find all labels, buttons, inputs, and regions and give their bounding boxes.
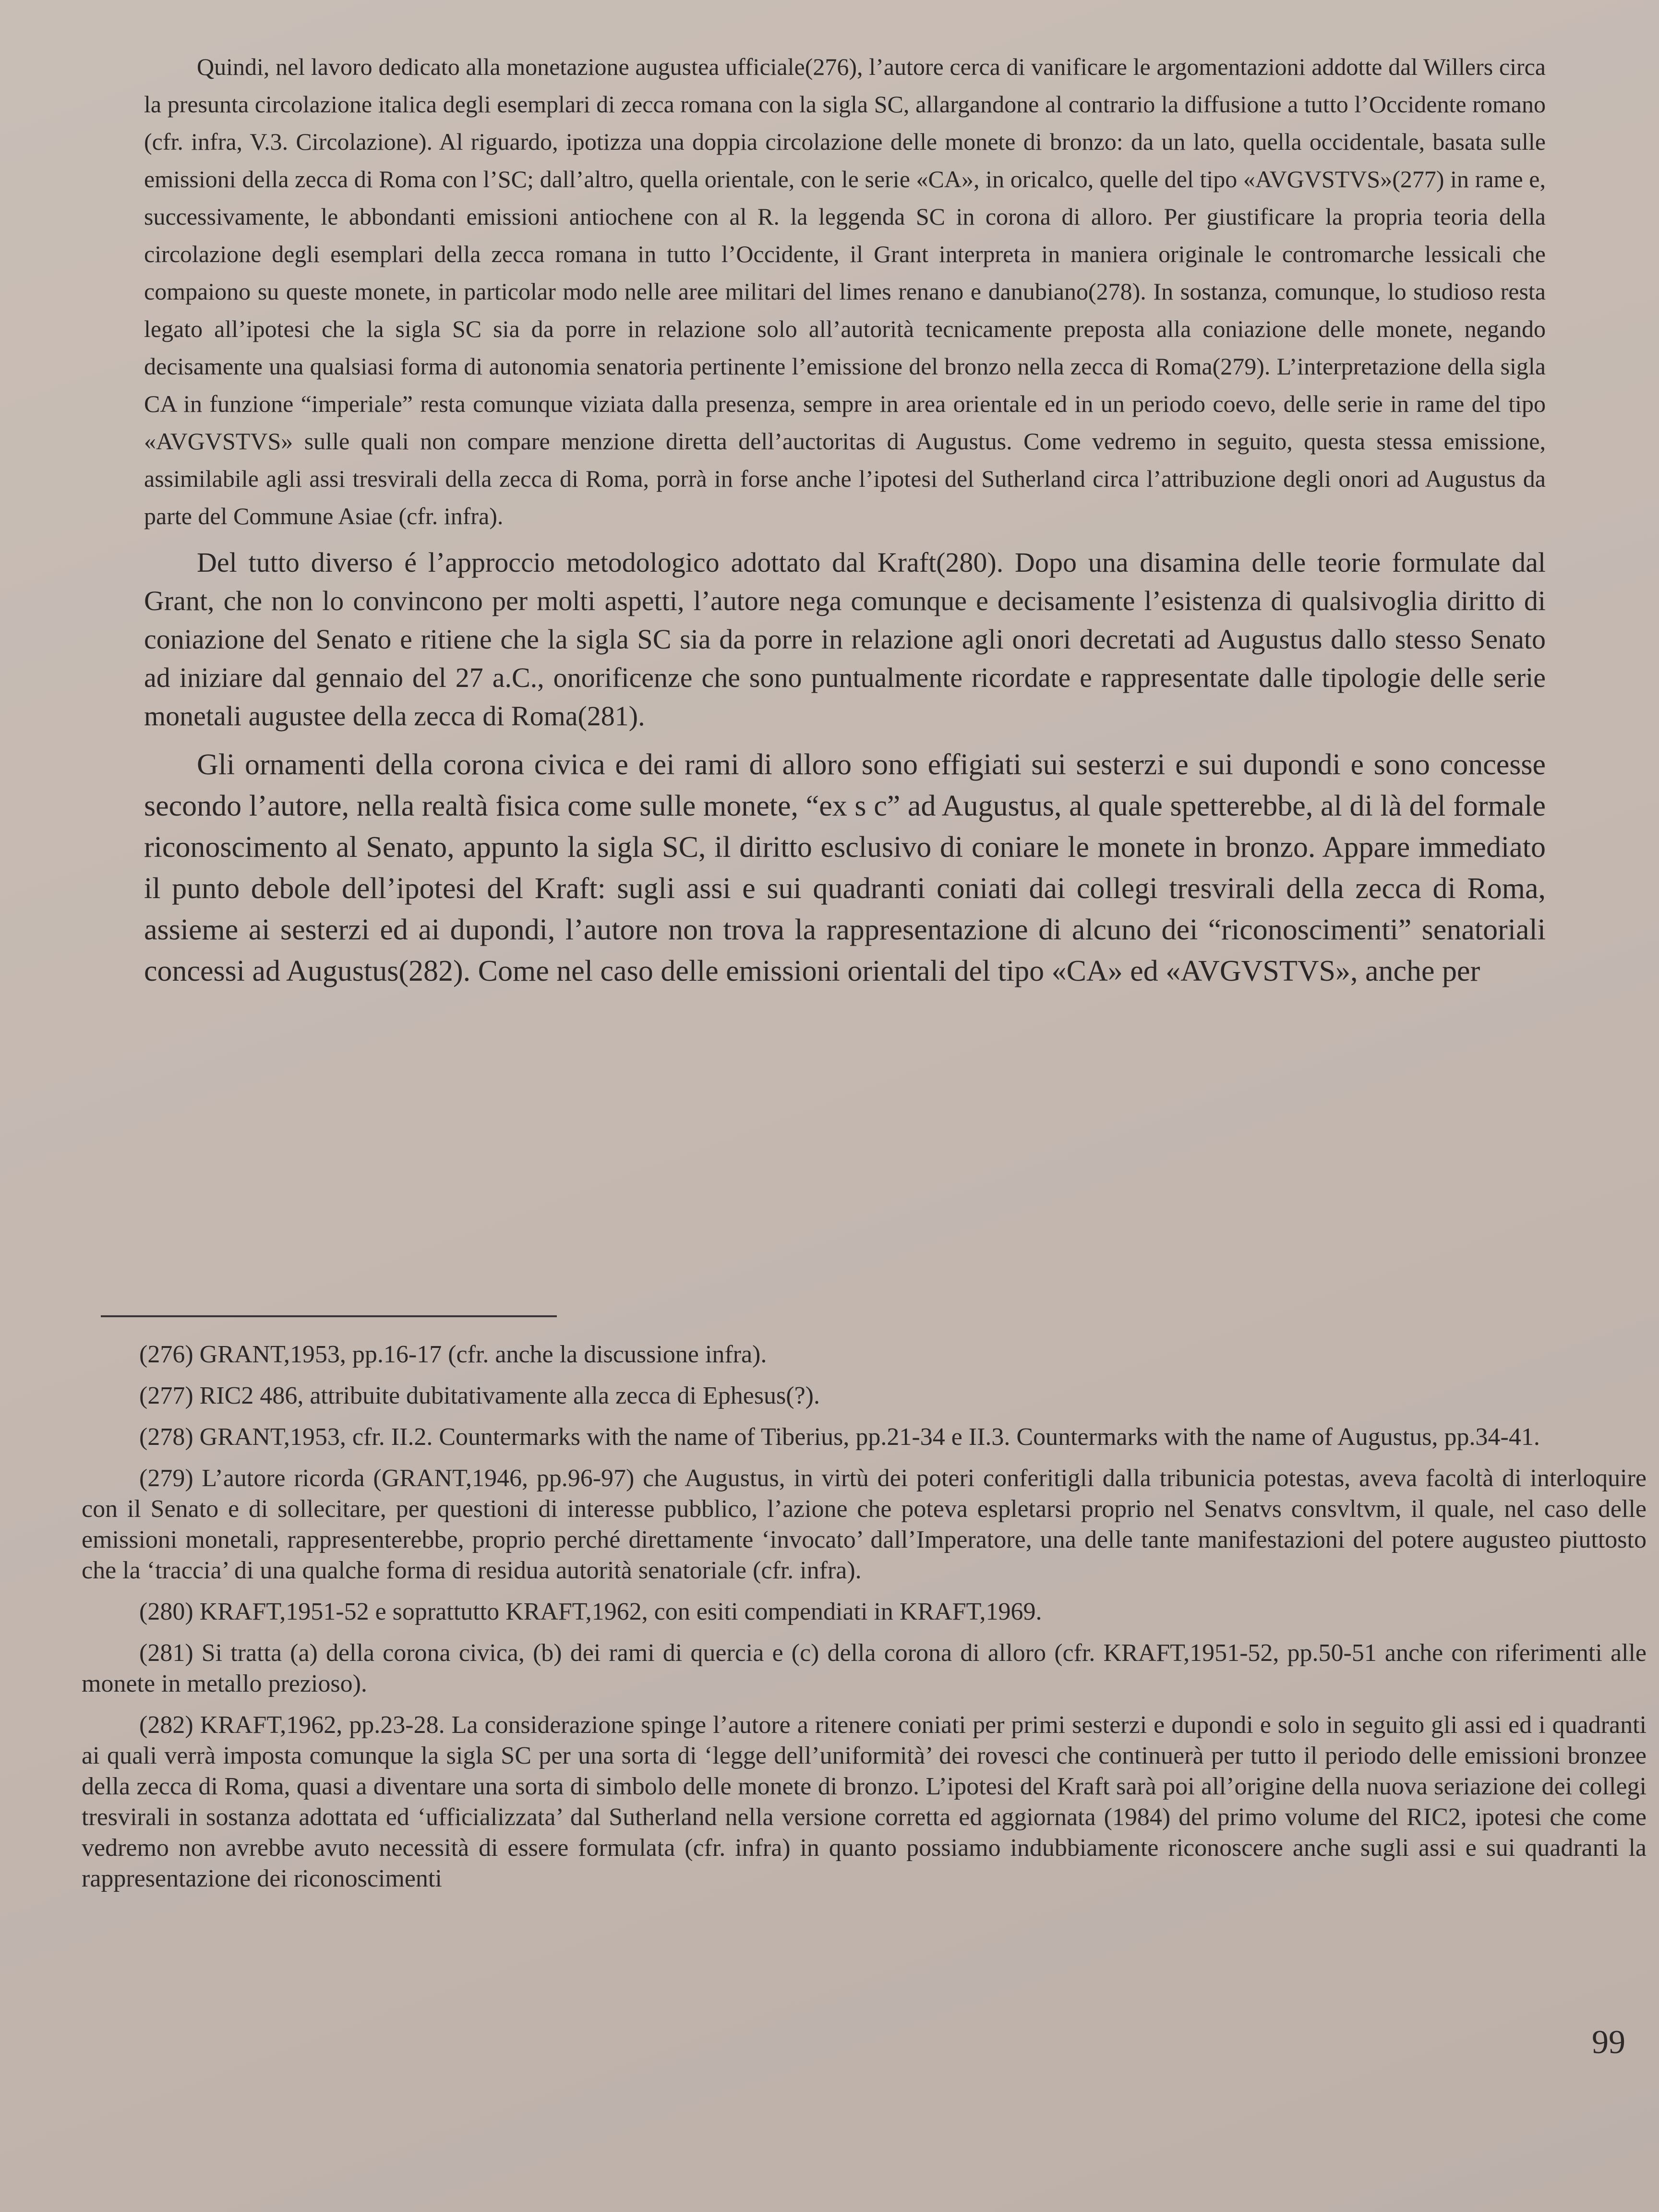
paragraph-1: Quindi, nel lavoro dedicato alla monetazione augustea ufficiale(276), l’autore cerca di vanificare le argomentazioni addotte dal Willers circa la presunta circolazione italica degli esemplari di zecca romana con la sigla SC, allargandone al contrario la diffusione a tutto l’Occidente romano (cfr. infra, V.3. Circolazione). Al riguardo, ipotizza una doppia circolazione delle monete di bronzo: da un lato, quella occidentale, basata sulle emissioni della zecca di Roma con l’SC; dall’altro, quella orientale, con le serie «CA», in oricalco, quelle del tipo «AVGVSTVS»(277) in rame e, successivamente, le abbondanti emissioni antiochene con al R. la leggenda SC in corona di alloro. Per giustificare la propria teoria della circolazione degli esemplari della zecca romana in tutto l’Occidente, il Grant interpreta in maniera originale le contromarche lessicali che compaiono su queste monete, in particolar modo nelle aree militari del limes renano e danubiano(278). In sostanza, comunque, lo studioso resta legato all’ipotesi che la sigla SC sia da porre in relazione solo all’autorità tecnicamente preposta alla coniazione delle monete, negando decisamente una qualsiasi forma di autonomia senatoria pertinente l’emissione del bronzo nella zecca di Roma(279). L’interpretazione della sigla CA in funzione “imperiale” resta comunque viziata dalla presenza, sempre in area orientale ed in un periodo coevo, delle serie in rame del tipo «AVGVSTVS» sulle quali non compare menzione diretta dell’auctoritas di Augustus. Come vedremo in seguito, questa stessa emissione, assimilabile agli assi tresvirali della zecca di Roma, porrà in forse anche l’ipotesi del Sutherland circa l’attribuzione degli onori ad Augustus da parte del Commune Asiae (cfr. infra). [144,53,1546,529]
footnotes [82,1339,1647,1905]
footnote-280: (280) KRAFT,1951-52 e soprattutto KRAFT,1962, con esiti compendiati in KRAFT,1969. [139,1598,1042,1625]
footnote-separator [101,1315,557,1317]
footnote-276: (276) GRANT,1953, pp.16-17 (cfr. anche la discussione infra). [139,1341,767,1368]
footnote-281: (281) Si tratta (a) della corona civica, (b) dei rami di quercia e (c) della corona di alloro (cfr. KRAFT,1951-52, pp.50-51 anche con riferimenti alle monete in metallo prezioso). [82,1639,1647,1697]
page-number: 99 [1592,2024,1625,2061]
paragraph-3: Gli ornamenti della corona civica e dei rami di alloro sono effigiati sui sesterzi e sui dupondi e sono concesse secondo l’autore, nella realtà fisica come sulle monete, “ex s c” ad Augustus, al quale spetterebbe, al di là del formale riconoscimento al Senato, appunto la sigla SC, il diritto esclusivo di coniare le monete in bronzo. Appare immediato il punto debole dell’ipotesi del Kraft: sugli assi e sui quadranti coniati dai collegi tresvirali della zecca di Roma, assieme ai sesterzi ed ai dupondi, l’autore non trova la rappresentazione di alcuno dei “riconoscimenti” senatoriali concessi ad Augustus(282). Come nel caso delle emissioni orientali del tipo «CA» ed «AVGVSTVS», anche per [144,748,1546,987]
main-text [144,48,1546,992]
footnote-282: (282) KRAFT,1962, pp.23-28. La considerazione spinge l’autore a ritenere coniati per primi sesterzi e dupondi e solo in seguito gli assi ed i quadranti ai quali verrà imposta comunque la sigla SC per una sorta di ‘legge dell’uniformità’ dei rovesci che continuerà per tutto il periodo delle emissioni bronzee della zecca di Roma, quasi a diventare una sorta di simbolo delle monete di bronzo. L’ipotesi del Kraft sarà poi all’origine della nuova seriazione dei collegi tresvirali in sostanza adottata ed ‘ufficializzata’ dal Sutherland nella versione corretta ed aggiornata (1984) del primo volume del RIC2, ipotesi che come vedremo non avrebbe avuto necessità di essere formulata (cfr. infra) in quanto possiamo indubbiamente riconoscere anche sugli assi e sui quadranti la rappresentazione dei riconoscimenti [82,1711,1647,1892]
footnote-278: (278) GRANT,1953, cfr. II.2. Countermarks with the name of Tiberius, pp.21-34 e II.3. Countermarks with the name of Augustus, pp.34-41. [139,1423,1540,1451]
footnote-279: (279) L’autore ricorda (GRANT,1946, pp.96-97) che Augustus, in virtù dei poteri conferitigli dalla tribunicia potestas, aveva facoltà di interloquire con il Senato e di sollecitare, per questioni di interesse pubblico, l’azione che poteva espletarsi proprio nel Senatvs consvltvm, il quale, nel caso delle emissioni monetali, rappresenterebbe, proprio perché direttamente ‘invocato’ dall’Imperatore, una delle tante manifestazioni del potere augusteo piuttosto che la ‘traccia’ di una qualche forma di residua autorità senatoriale (cfr. infra). [82,1465,1647,1584]
paragraph-2: Del tutto diverso é l’approccio metodologico adottato dal Kraft(280). Dopo una disamina delle teorie formulate dal Grant, che non lo convincono per molti aspetti, l’autore nega comunque e decisamente l’esistenza di qualsivoglia diritto di coniazione del Senato e ritiene che la sigla SC sia da porre in relazione agli onori decretati ad Augustus dallo stesso Senato ad iniziare dal gennaio del 27 a.C., onorificenze che sono puntualmente ricordate e rappresentate dalle tipologie delle serie monetali augustee della zecca di Roma(281). [144,547,1546,732]
footnote-277: (277) RIC2 486, attribuite dubitativamente alla zecca di Ephesus(?). [139,1382,820,1409]
